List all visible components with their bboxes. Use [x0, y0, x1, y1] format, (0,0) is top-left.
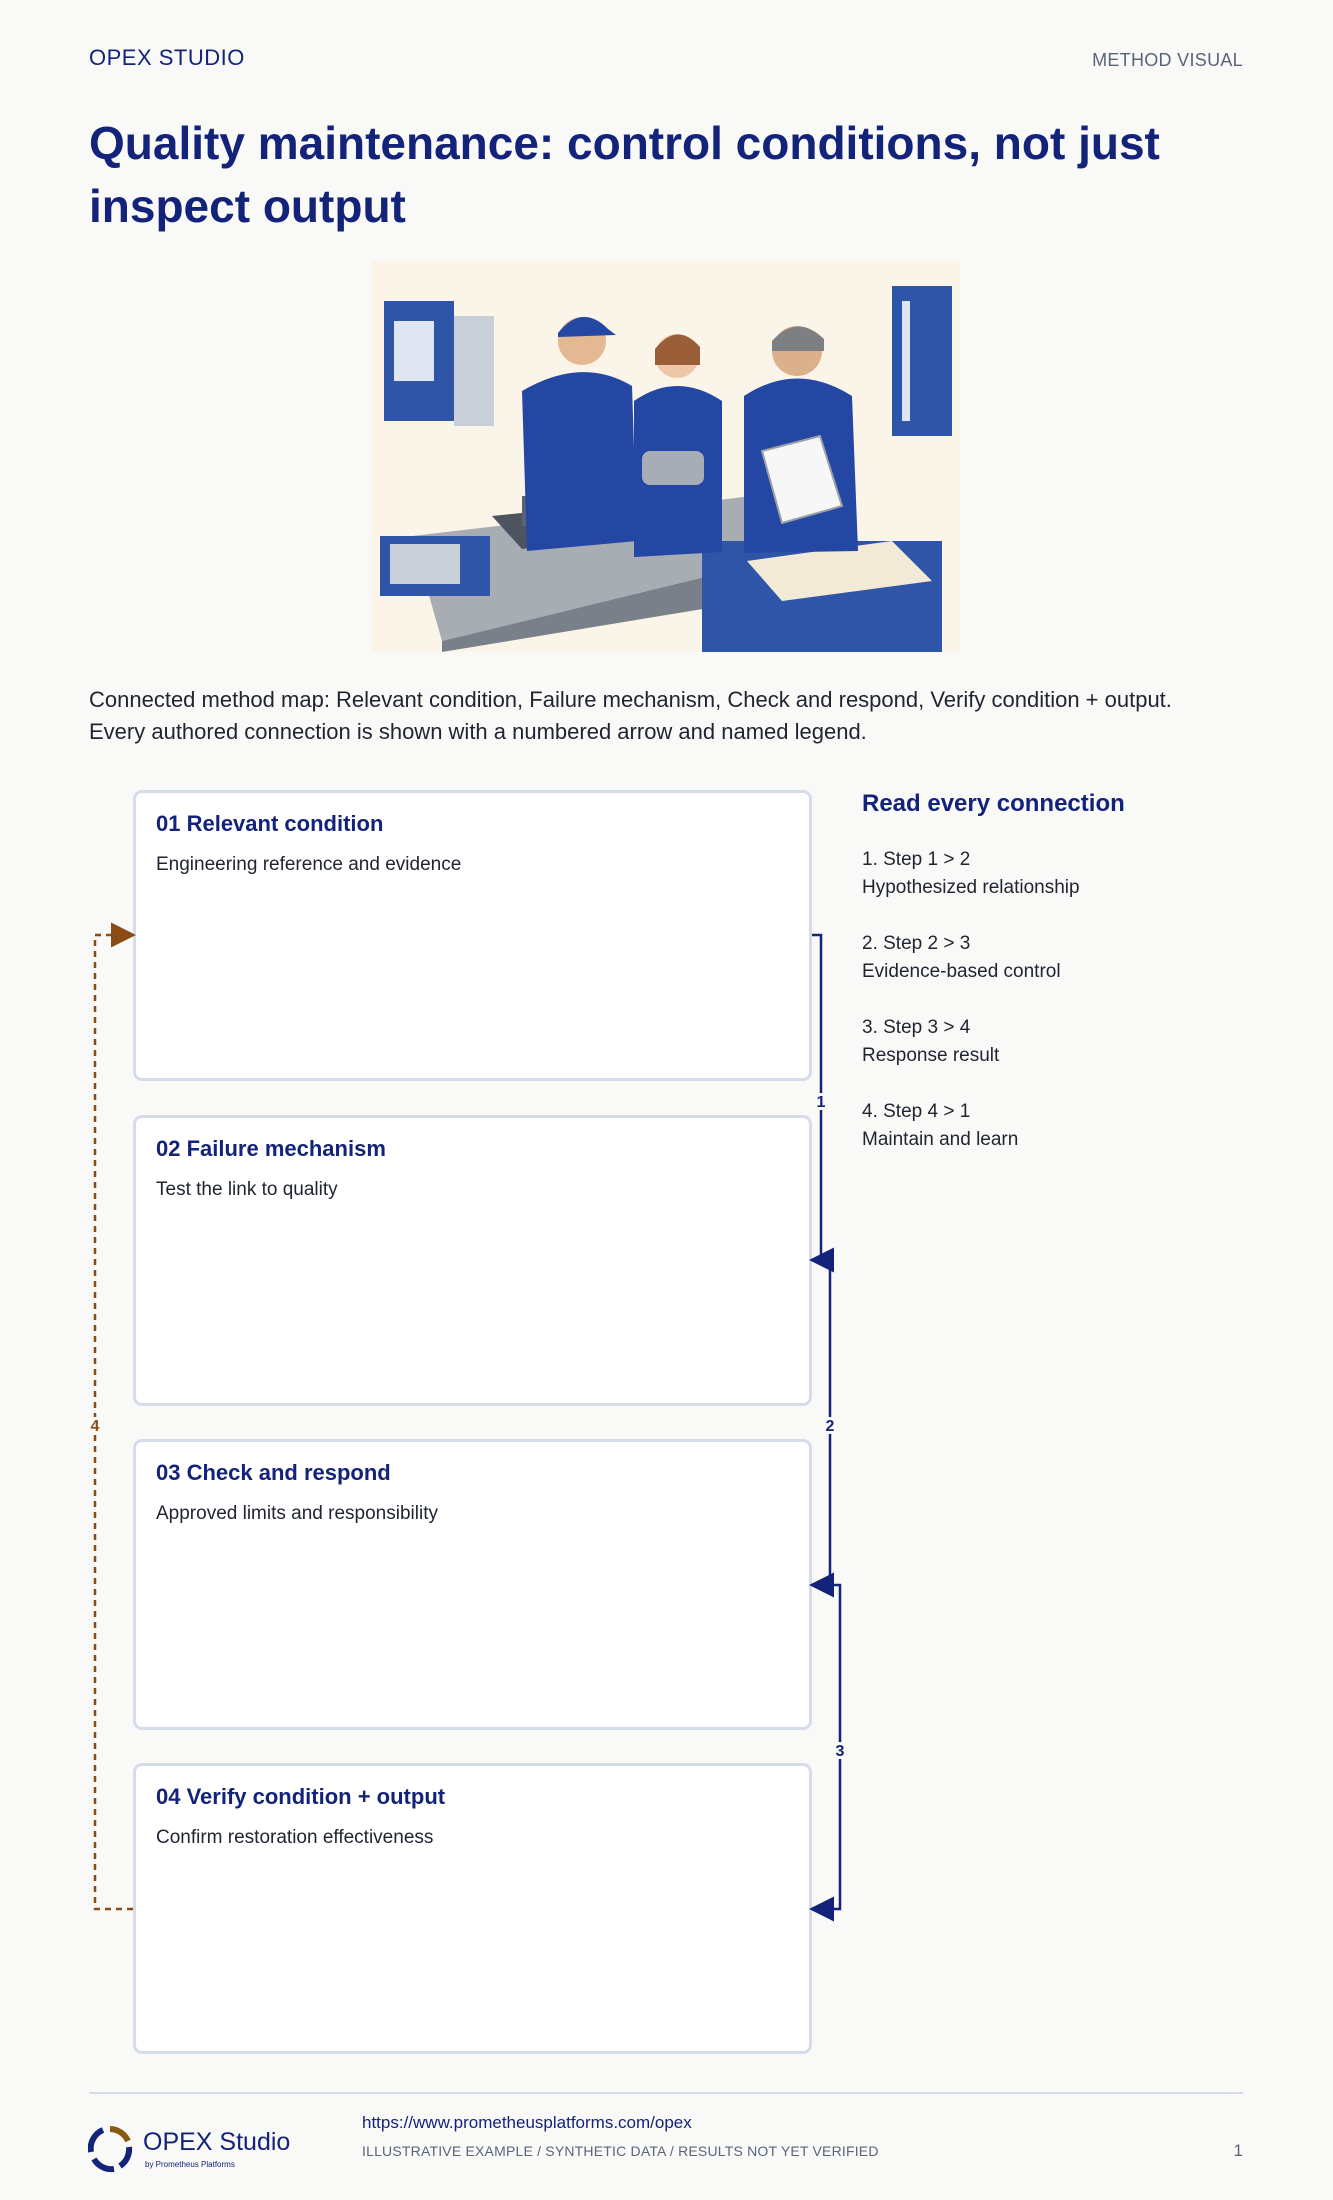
page-number: 1 [1233, 2141, 1243, 2160]
footer-divider [89, 2092, 1243, 2094]
legend-title: Read every connection [862, 790, 1125, 817]
connector-2 [812, 1260, 830, 1585]
connector-label-1: 1 [816, 1094, 826, 1111]
step-title: 04 Verify condition + output [156, 1784, 446, 1809]
footer-url-link[interactable]: https://www.prometheusplatforms.com/opex [362, 2113, 692, 2132]
step-title: 03 Check and respond [156, 1460, 391, 1485]
legend-item [862, 1014, 1282, 1070]
legend-item [862, 846, 1282, 902]
legend-item-step: 4. Step 4 > 1 [862, 1101, 971, 1122]
header-brand: OPEX STUDIO [89, 45, 245, 70]
legend-item [862, 930, 1282, 986]
step-description: Approved limits and responsibility [156, 1503, 438, 1524]
step-description: Engineering reference and evidence [156, 854, 462, 875]
page-title: Quality maintenance: control conditions, not just inspect output [89, 117, 1160, 232]
step-card-1 [133, 790, 812, 1081]
footer-brand-sub: by Prometheus Platforms [145, 2160, 235, 2169]
legend-item-name: Maintain and learn [862, 1129, 1019, 1150]
connector-3 [812, 1585, 840, 1909]
hero-illustration [372, 261, 960, 652]
step-card-2 [133, 1115, 812, 1406]
connector-4 [95, 935, 133, 1909]
legend-item-name: Hypothesized relationship [862, 877, 1080, 898]
legend-item-name: Evidence-based control [862, 961, 1061, 982]
legend-item-name: Response result [862, 1045, 1000, 1066]
intro-text: Connected method map: Relevant condition, Failure mechanism, Check and respond, Verify condition + output. Every authored connection is shown with a numbered arrow and named legend. [89, 687, 1172, 744]
footer-brand: OPEX Studio [143, 2128, 291, 2156]
connector-label-2: 2 [825, 1418, 835, 1435]
legend-item-step: 3. Step 3 > 4 [862, 1017, 971, 1038]
step-description: Test the link to quality [156, 1179, 338, 1200]
header-kicker: METHOD VISUAL [1092, 50, 1243, 70]
connector-label-4: 4 [90, 1418, 100, 1435]
step-card-4 [133, 1763, 812, 2054]
step-card-3 [133, 1439, 812, 1730]
step-title: 02 Failure mechanism [156, 1136, 386, 1161]
connector-1 [812, 935, 821, 1260]
legend-item-step: 2. Step 2 > 3 [862, 933, 971, 954]
step-description: Confirm restoration effectiveness [156, 1827, 434, 1848]
connection-legend [862, 790, 1282, 1154]
footer-disclaimer: ILLUSTRATIVE EXAMPLE / SYNTHETIC DATA / RESULTS NOT YET VERIFIED [362, 2143, 879, 2159]
connector-label-3: 3 [835, 1743, 845, 1760]
legend-item [862, 1098, 1282, 1154]
legend-item-step: 1. Step 1 > 2 [862, 849, 971, 870]
step-title: 01 Relevant condition [156, 811, 384, 836]
